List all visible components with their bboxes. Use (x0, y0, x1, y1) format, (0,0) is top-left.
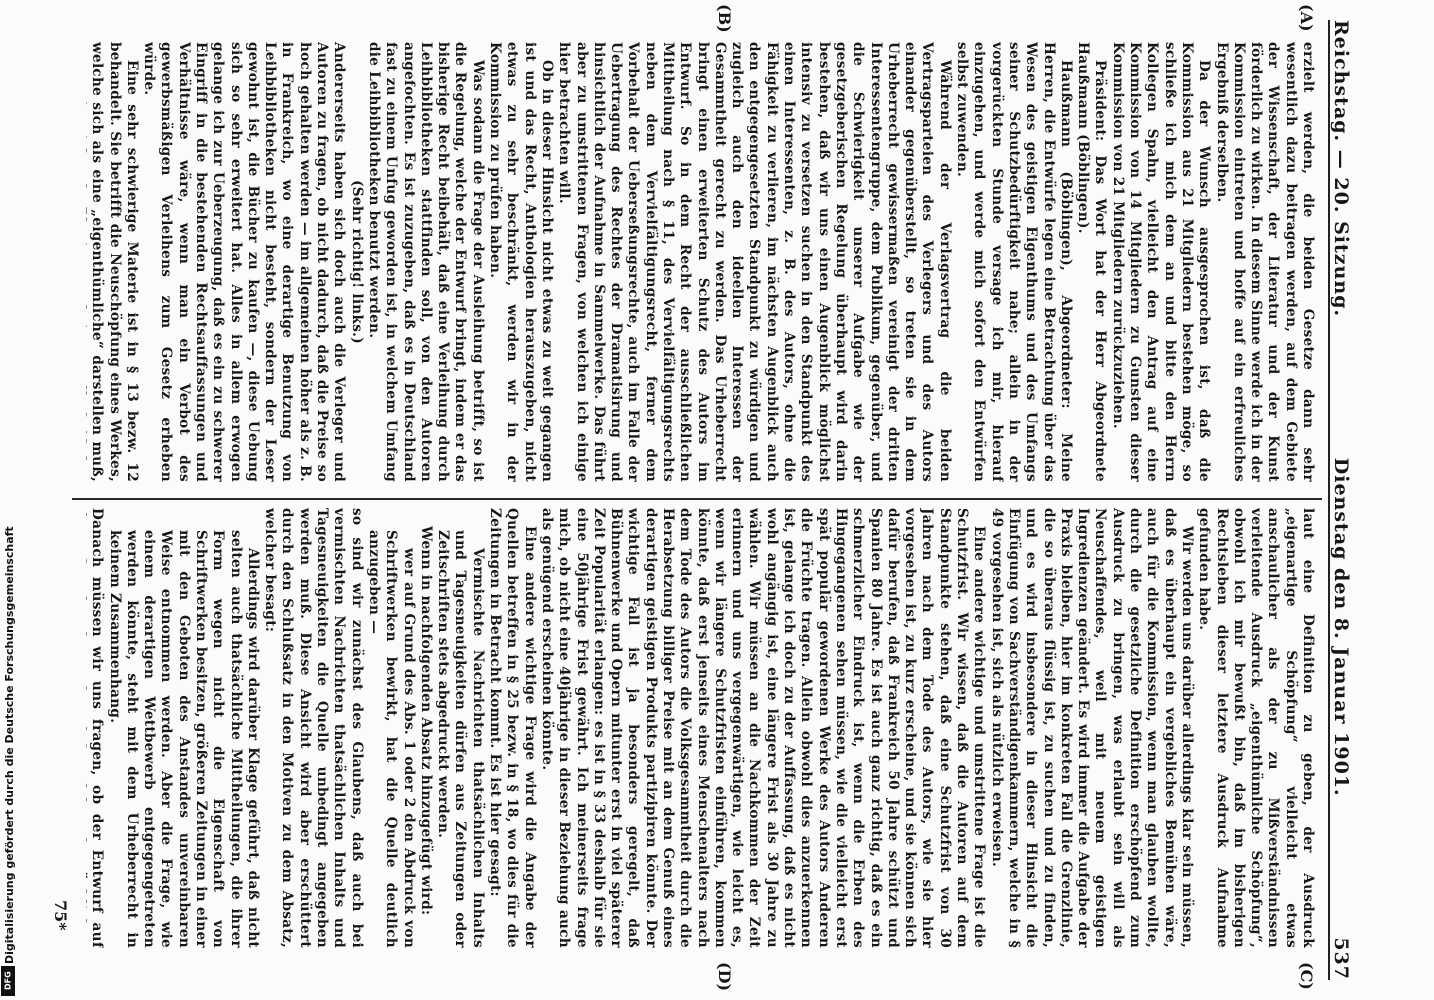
paragraph: Eine sehr schwierige Materie ist in § 13 bezw. 12 behandelt. Sie betrifft die Neuschöpfung eines Werkes, welche sich als eine „eigenthümliche“ darstellen muß, (89, 42, 140, 482)
column-divider (72, 498, 1322, 500)
paragraph: Wir werden uns darüber allerdings klar sein müssen, daß es überhaupt ein vergebliches Bemühen wäre, auch für die Kommission, wenn man glauben wollte, durch die gesetzliche Definition erschöpfend zum Ausdruck zu bringen, was erlaubt sein will als Neuschaffendes, weil mit neuem geistigen Ingredienzen geändert. Es wird immer die Aufgabe der Praxis bleiben, hier im konkreten Fall die Grenzlinie, die so überaus flüssig ist, zu suchen und zu finden, und es wird insbesondere in dieser Hinsicht die Einfügung von Sachverständigenkammern, welche in § 49 vorgesehen ist, sich als nützlich erweisen. (988, 508, 1195, 948)
paragraph: Wenn in nachfolgenden Absatz hinzugefügt wird: (417, 526, 434, 916)
quotation: Vermischte Nachrichten thatsächlichen Inhalts und Tagesneuigkeiten dürfen aus Zeitungen oder Zeitschriften stets abgedruckt werden. (435, 530, 486, 948)
margin-siglum-a: (A) (1297, 4, 1316, 32)
paragraph: laut eine Definition zu geben, der Ausdruck „eigenartige Schöpfung“ vielleicht etwas anschaulicher als der zu Mißverständnissen verleitende Ausdruck „eigenthümliche Schöpfung“, obwohl ich mir bewußt bin, daß im bisherigen Rechtsleben dieser letztere Ausdruck Aufnahme gefunden habe. (1196, 508, 1316, 948)
paragraph: Was sodann die Frage der Ausleihung betrifft, so ist die Regelung, welche der Entwurf bringt, indem er das bisherige Recht beibehält, daß eine Verleihung durch Leihbibliotheken stattfinden soll, von den Autoren angefochten. Es ist zuzugeben, daß es in Deutschland fast zu einem Unfug geworden ist, in welchem Umfang die Leihbibliotheken benutzt werden. (365, 42, 486, 482)
paragraph: Präsident: Das Wort hat der Herr Abgeordnete Haußmann (Böblingen). (1075, 42, 1109, 482)
margin-siglum-d: (D) (715, 962, 734, 992)
margin-siglum-c: (C) (1297, 962, 1316, 990)
quotation: Allerdings wird darüber Klage geführt, daß nicht selten auch thatsächliche Mittheilungen, die ihrer Form wegen nicht die Eigenschaft von Schriftwerken besitzen, größeren Zeitungen in einer mit den Geboten des Anstandes unvereinbaren Weise entnommen werden. Aber die Frage, wie einem derartigen Wettbewerb entgegengetreten werden könnte, steht mit dem Urheberrecht in keinem Zusammenhang. (106, 530, 261, 948)
dfg-logo-icon (1, 966, 15, 996)
paragraph: erzielt werden, die beiden Gesetze dann sehr wesentlich dazu beitragen werden, auf dem Gebiete der Wissenschaft, der Literatur und der Kunst förderlich zu wirken. In diesem Sinne werde ich in der Kommission eintreten und hoffe auf ein erfreuliches Ergebniß derselben. (1213, 42, 1316, 482)
page-number: 537 (1330, 937, 1352, 980)
running-header (1328, 20, 1364, 980)
digitization-credit (0, 526, 18, 994)
header-date: Dienstag den 8. Januar 1901. (1330, 457, 1352, 797)
margin-siglum-b: (B) (715, 4, 734, 33)
paragraph: Danach müssen wir uns fragen, ob der Entwurf auf (89, 508, 106, 948)
paragraph: Da der Wunsch ausgesprochen ist, daß die Kommission aus 21 Mitgliedern bestehen möge, so schließe ich mich dem an und bitte den Herrn Kollegen Spahn, vielleicht den Antrag auf eine Kommission von 14 Mitgliedern zu Gunsten dieser Kommission von 21 Mitgliedern zurückzuziehen. (1109, 42, 1213, 482)
right-text-column (86, 508, 1316, 948)
credit-text: Digitalisierung gefördert durch die Deutsche Forschungsgemeinschaft (3, 526, 16, 964)
header-left: Reichstag. — 20. Sitzung. (1330, 20, 1352, 318)
paragraph: Während der Verlagsvertrag die beiden Vertragsparteien des Verlegers und des Autors einander gegenüberstellt, so treten sie in dem Urheberrecht gewissermaßen vereinigt der dritten Interessentengruppe, dem Publikum, gegenüber, und die Schwierigkeit unserer Aufgabe wie der gesetzgeberischen Regelung überhaupt wird darin bestehen, daß wir uns einen Augenblick möglichst intensiv zu versetzen suchen in den Standpunkt des einen Interessenten, z. B. des Autors, ohne die Fähigkeit zu verlieren, im nächsten Augenblick auch den entgegengesetzten Standpunkt zu würdigen und zugleich auch den ideellen Interessen der Gesammtheit gerecht zu werden. Das Urheberrecht bringt einen erweiterten Schutz des Autors im Entwurf. So in dem Recht der ausschließlichen Mittheilung nach § 11, des Vervielfältigungsrechts neben dem Vervielfältigungsrecht, ferner dem Vorbehalt der Ueberseßungsrechte, auch im Falle der Uebertragung des Rechtes der Dramatisirung und hinsichtlich der Aufnahme in Sammelwerke. Das führt aber zu umstrittenen Fragen, von welchen ich einige hier betrachten will. (556, 42, 953, 482)
dfg-logo-text: DFG (3, 971, 13, 991)
signature-mark: 75* (51, 900, 70, 931)
paragraph: so sind wir zunächst des Glaubens, daß auch bei vermischten Nachrichten thatsächlichen Inhalts und Tagesneuigkeiten die Quelle unbedingt angegeben werden muß. Diese Ansicht wird aber erschüttert durch den Schlußsatz in den Motiven zu dem Absatz, welcher besagt: (262, 508, 365, 948)
left-text-column (86, 42, 1316, 482)
paragraph: Haußmann (Böblingen), Abgeordneter: Meine Herren, die Entwürfe legen eine Betrachtung über das Wesen des geistigen Eigenthums und des Umfangs seiner Schutzbedürftigkeit nahe; allein in der vorgerückten Stunde versage ich mir, hierauf einzugehen, und werde mich sofort den Entwürfen selbst zuwenden. (954, 42, 1074, 482)
quotation: wer auf Grund des Abs. 1 oder 2 den Abdruck von Schriftwerken bewirkt, hat die Quelle deutlich anzugeben — (365, 530, 417, 948)
interjection: (Sehr richtig! links.) (348, 180, 365, 344)
paragraph: Eine andere wichtige und umstrittene Frage ist die Schutzfrist. Wir wissen, daß die Autoren auf dem Standpunkte stehen, daß eine Schutzfrist von 30 Jahren nach dem Tode des Autors, wie sie hier vorgesehen ist, zu kurz erscheine, und sie können sich dafür berufen, daß Frankreich 50 Jahre schützt und Spanien 80 Jahre. Es ist auch ganz richtig, daß es ein schmerzlicher Eindruck ist, wenn die Erben des Hingegangenen sehen müssen, wie die vielleicht erst spät populär gewordenen Werke des Autors Anderen die Früchte tragen. Allein obwohl dies anzuerkennen ist, gelange ich doch zu der Auffassung, daß es nicht wohl angängig ist, eine längere Frist als 30 Jahre zu wählen. Wir müssen an die Nachkommen der Zeit erinnern und uns vergegenwärtigen, wie leicht es, wenn wir längere Schutzfristen einführen, kommen könnte, daß erst jenseits eines Menschenalters nach dem Tode des Autors die Volksgesammtheit durch die Herabsetzung billiger Preise mit an dem Genuß eines derartigen geistigen Produkts partizipiren könnte. Der wichtige Fall ist ja besonders geregelt, daß Bühnenwerke und Opern mitunter erst in viel späterer Zeit Popularität erlangen: es ist in § 33 deshalb für sie eine 50jährige Frist gewährt. Ich meinerseits frage mich, ob nicht eine 40jährige in dieser Beziehung auch als genügend erscheinen könnte. (538, 508, 988, 948)
paragraph: Eine andere wichtige Frage wird die Angabe der Quellen betreffen in § 25 bezw. in § 18, wo dies für die Zeitungen in Betracht kommt. Es ist hier gesagt: (487, 508, 538, 948)
paragraph: Andererseits haben sich doch auch die Verleger und Autoren zu fragen, ob nicht dadurch, daß die Preise so hoch gehalten werden — im allgemeinen höher als z. B. in Frankreich, wo eine derartige Benutzung von Leihbibliotheken nicht besteht, sondern der Leser gewohnt ist, die Bücher zu kaufen —, diese Uebung sich so sehr erweitert hat. Alles in allem erwogen gelange ich zur Ueberzeugung, daß es ein zu schwerer Eingriff in die bestehenden Rechtsauffassungen und Verhältnisse wäre, wenn man ein Verbot des gewerbsmäßigen Verleihens zum Gesetz erheben würde. (141, 42, 348, 482)
paragraph: Ob in dieser Hinsicht nicht etwas zu weit gegangen ist und das Recht, Anthologien herauszugeben, nicht etwas zu sehr beschränkt, werden wir in der Kommission zu prüfen haben. (487, 42, 555, 482)
